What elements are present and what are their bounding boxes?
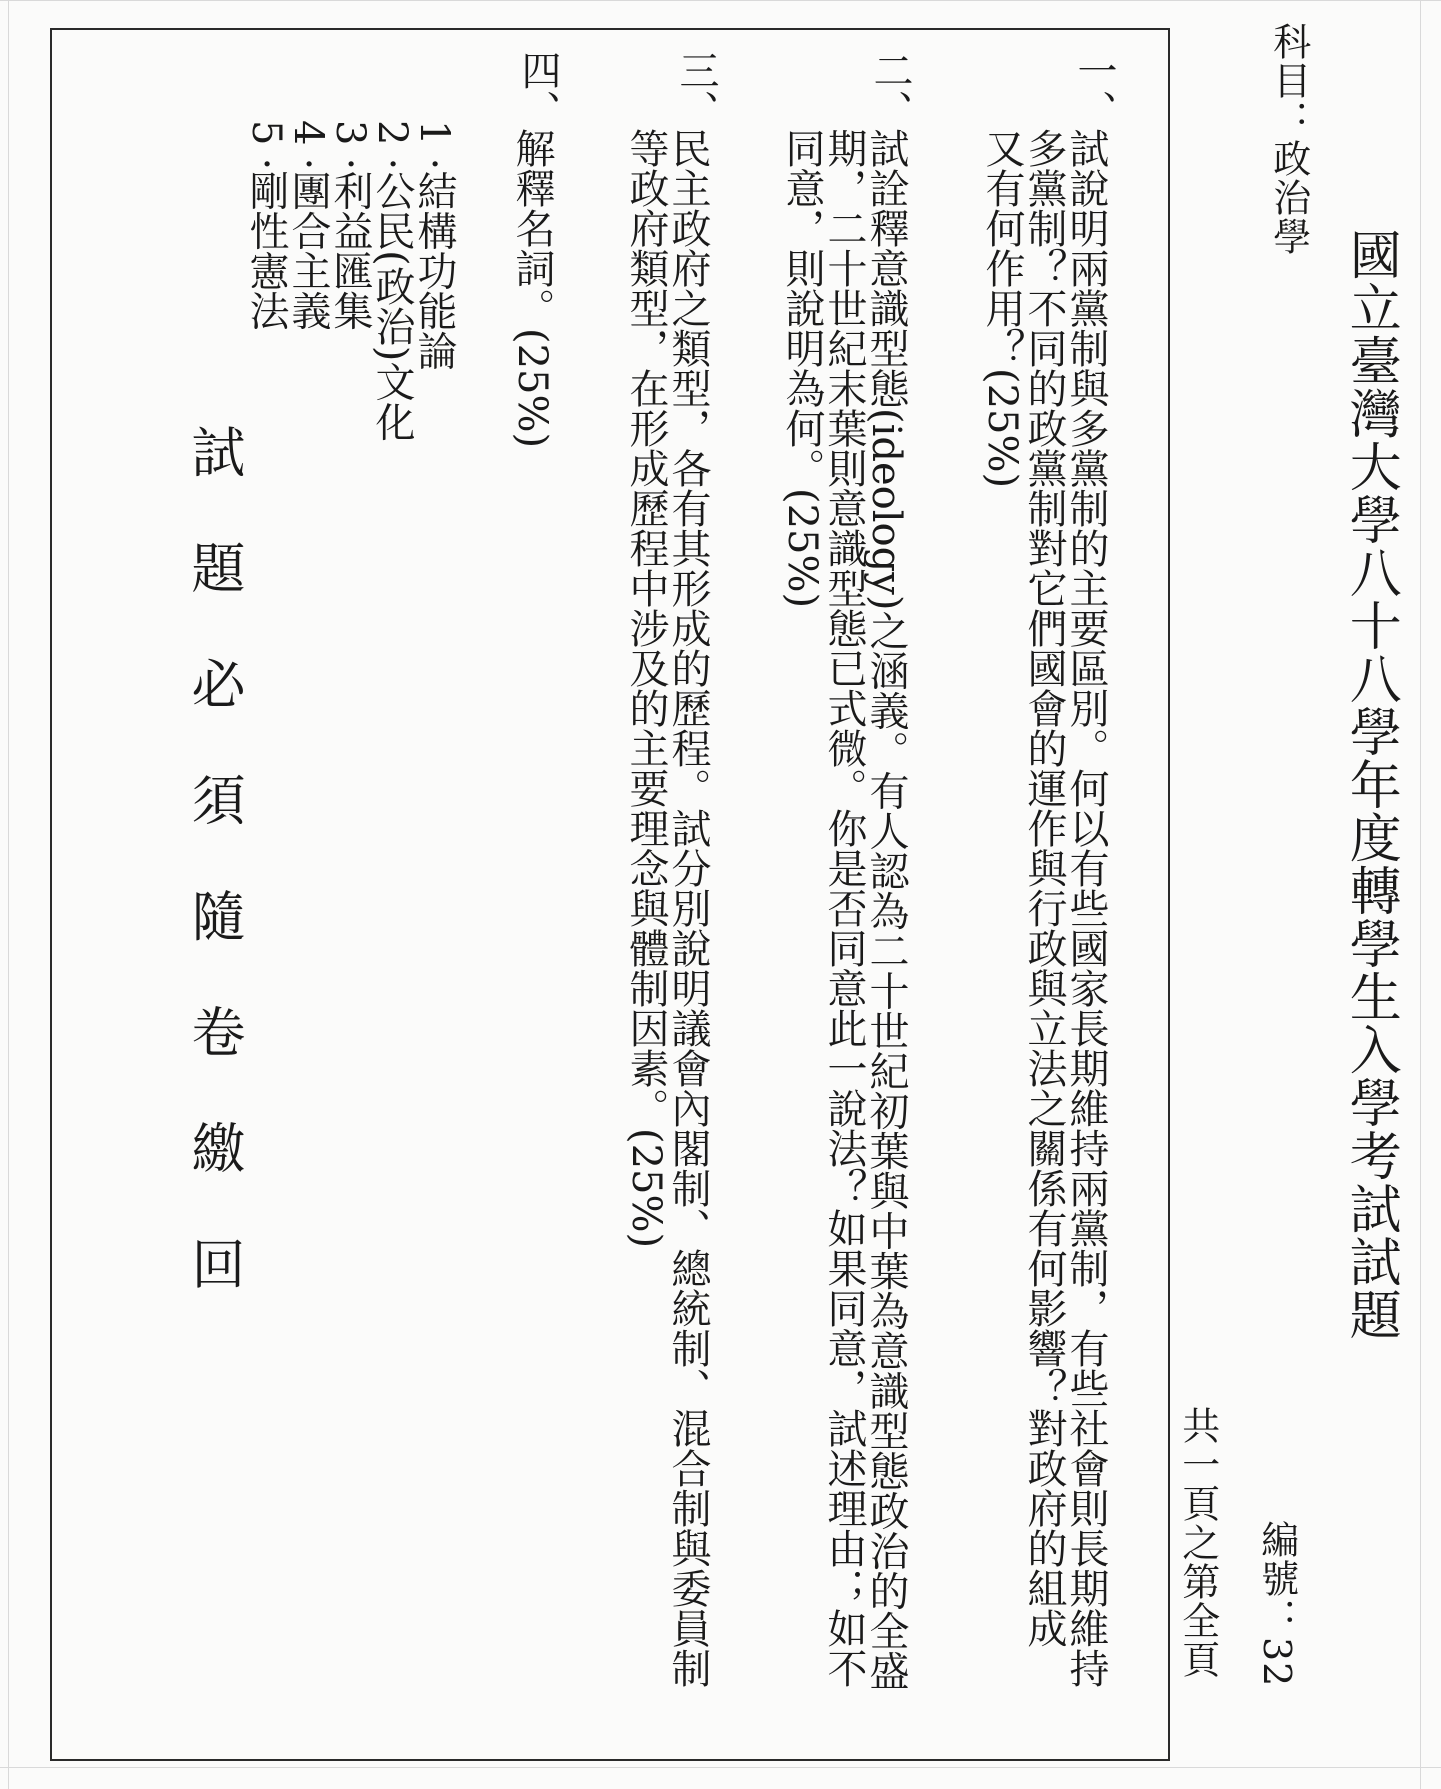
term-text: 結構功能論: [411, 170, 457, 371]
question-3-line: 等政府類型，在形成歷程中涉及的主要理念與體制因素。(25%): [623, 128, 669, 1249]
term-number: 3: [327, 120, 373, 146]
question-1-line: 又有何作用？(25%): [979, 128, 1025, 489]
question-4-number: 四、: [515, 50, 561, 130]
term-item: [327, 120, 373, 331]
term-separator: ·: [243, 157, 289, 171]
term-number: 5: [243, 120, 289, 146]
page-count: 共一頁之第全頁: [1175, 1406, 1220, 1679]
term-separator: ·: [369, 157, 415, 171]
question-2-line: 同意，則說明為何。(25%): [779, 128, 825, 609]
term-separator: ·: [411, 157, 457, 171]
term-text: 剛性憲法: [243, 170, 289, 331]
grid-line: [0, 1767, 1441, 1768]
question-2-line: 期，二十世紀末葉則意識型態已式微。你是否同意此一說法？如果同意，試述理由；如不: [821, 128, 867, 1688]
return-notice: 試題必須隨卷繳回: [183, 424, 246, 1352]
question-1-line: 多黨制？不同的政黨制對它們國會的運作與行政與立法之關係有何影響？對政府的組成: [1021, 128, 1067, 1648]
term-separator: ·: [285, 157, 331, 171]
term-item: [243, 120, 289, 331]
term-number: 1: [411, 120, 457, 146]
grid-line: [8, 0, 9, 1789]
grid-line: [0, 0, 1441, 1]
question-2-number: 二、: [867, 50, 913, 130]
term-text: 公民(政治)文化: [369, 170, 415, 442]
term-item: [285, 120, 331, 331]
grid-line: [1420, 0, 1421, 1789]
term-text: 團合主義: [285, 170, 331, 331]
question-3-line: 民主政府之類型，各有其形成的歷程。試分別說明議會內閣制、總統制、混合制與委員制: [665, 128, 711, 1688]
question-4-body: [509, 128, 555, 449]
term-item: [411, 120, 457, 371]
exam-title: 國立臺灣大學八十八學年度轉學生入學考試試題: [1340, 228, 1401, 1341]
term-number: 4: [285, 120, 331, 146]
question-3-body: [623, 128, 711, 1688]
question-2-line: 試詮釋意識型態(ideology)之涵義。有人認為二十世紀初葉與中葉為意識型態政治的全盛: [863, 128, 909, 1691]
question-1-body: [979, 128, 1109, 1688]
question-1-line: 試說明兩黨制與多黨制的主要區別。何以有些國家長期維持兩黨制，有些社會則長期維持: [1063, 128, 1109, 1688]
question-3-number: 三、: [673, 50, 719, 130]
term-item: [369, 120, 415, 442]
question-1-number: 一、: [1071, 50, 1117, 130]
subject-label: 科目：政治學: [1266, 22, 1311, 256]
term-text: 利益匯集: [327, 170, 373, 331]
term-separator: ·: [327, 157, 373, 171]
exam-code: 編號：32: [1254, 1520, 1299, 1688]
term-number: 2: [369, 120, 415, 146]
question-4-line: 解釋名詞。(25%): [509, 128, 555, 449]
question-2-body: [779, 128, 909, 1691]
